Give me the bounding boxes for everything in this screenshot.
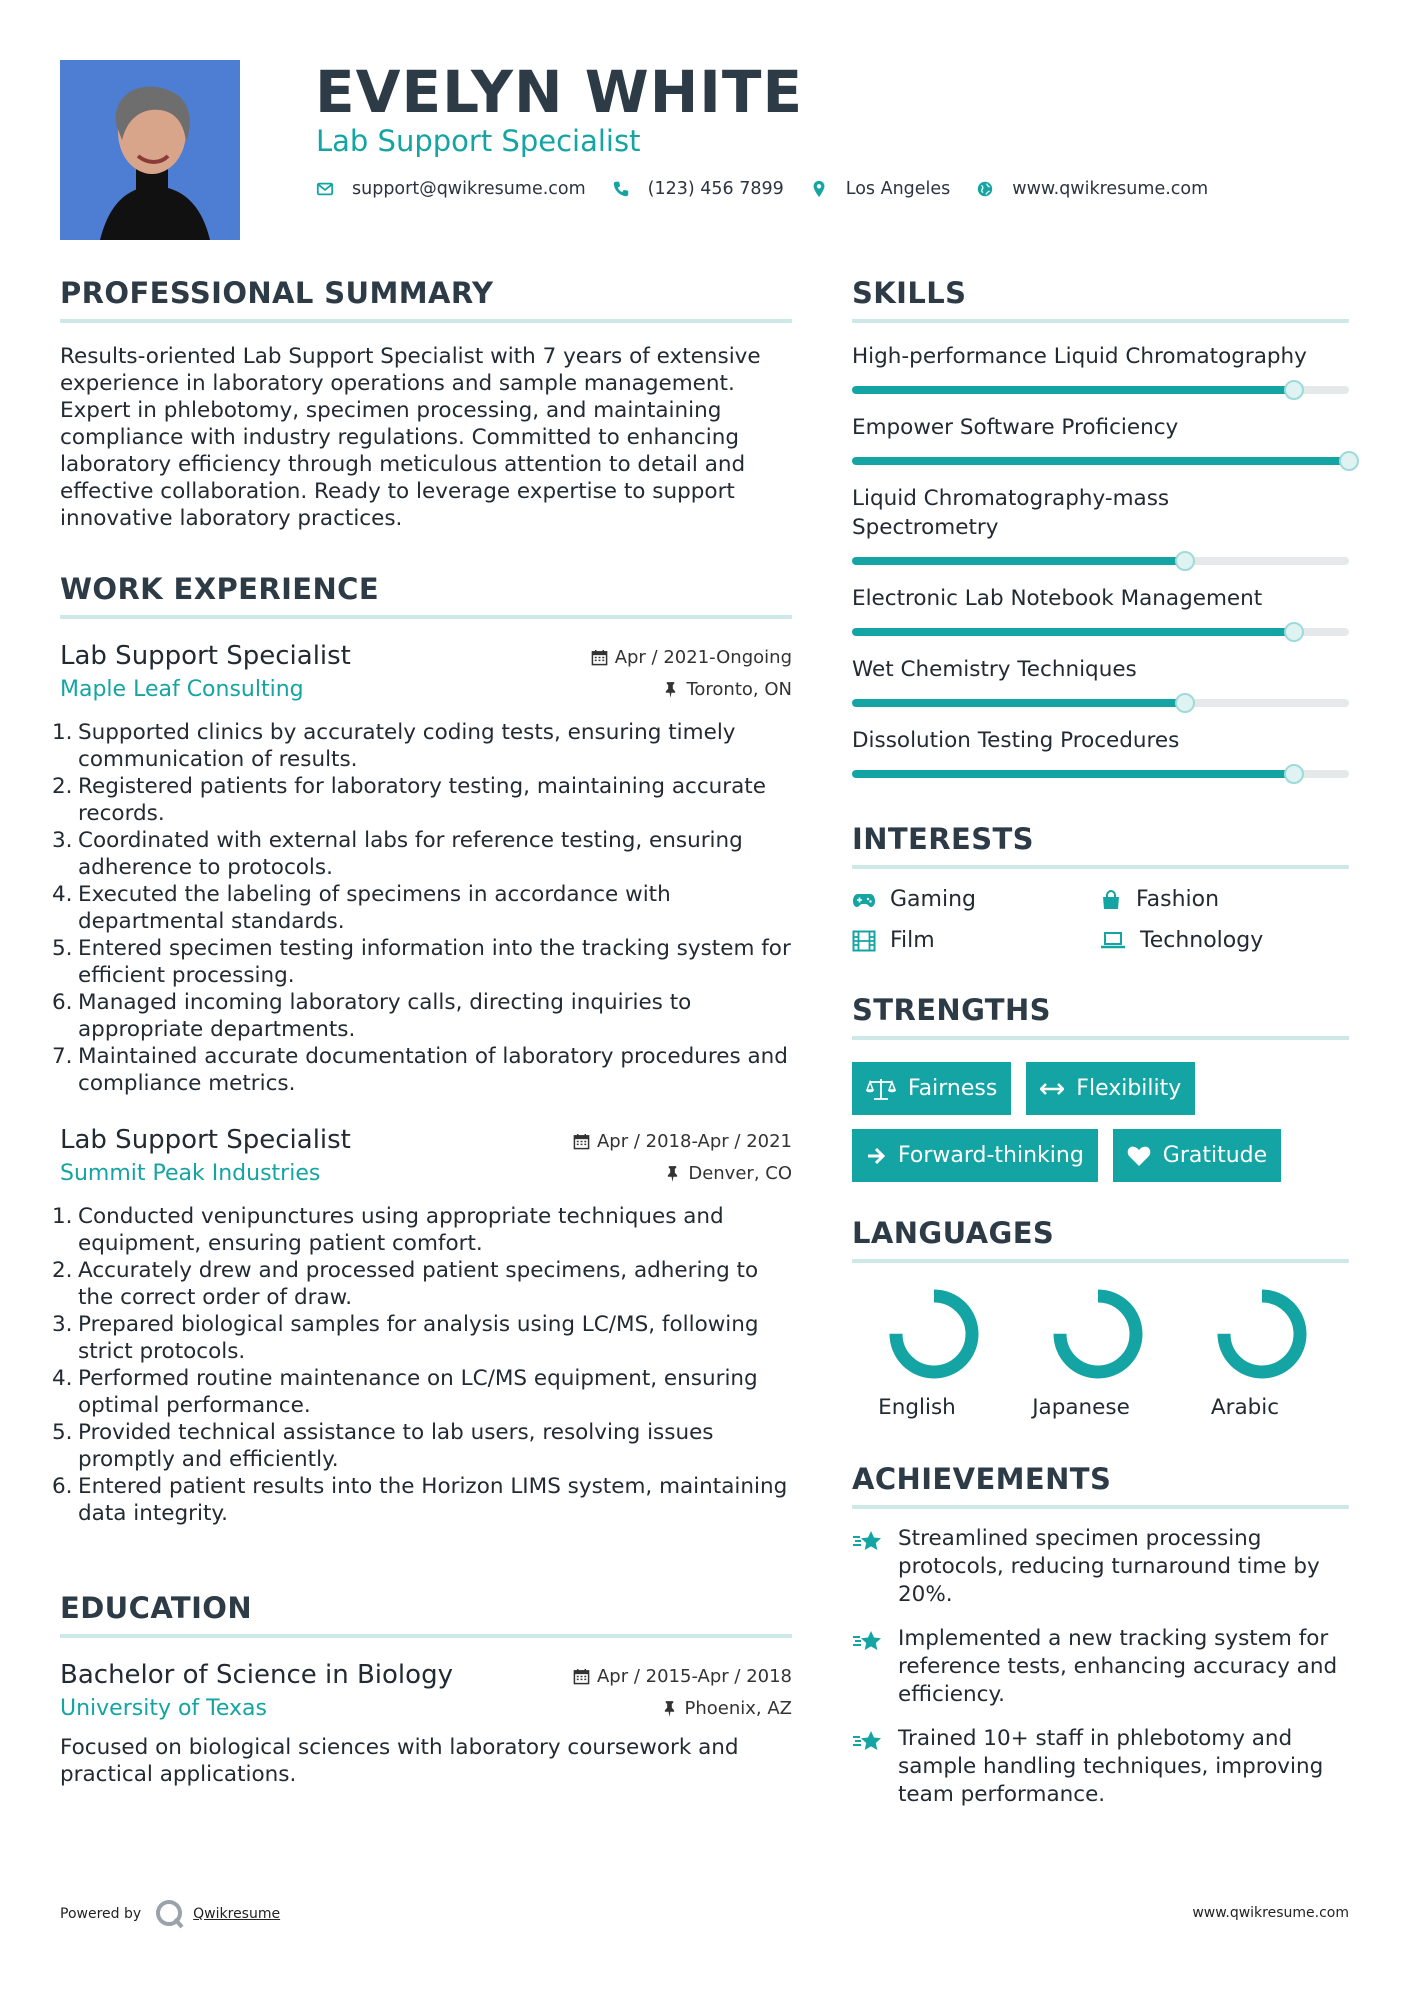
contact-phone[interactable]: (123) 456 7899 xyxy=(647,179,784,199)
language-ring xyxy=(887,1287,981,1381)
skill-bar xyxy=(852,770,1349,778)
strength-tag xyxy=(1113,1129,1281,1182)
strengths-tags xyxy=(852,1062,1349,1182)
globe-icon xyxy=(976,180,994,198)
job-dates: Apr / 2021-Ongoing xyxy=(614,647,792,668)
skill-slider-handle xyxy=(1339,451,1359,471)
interest-item xyxy=(852,928,1100,953)
job-title: Lab Support Specialist xyxy=(60,1125,351,1155)
list-item: 1. Supported clinics by accurately coding tests, ensuring timely communication of results. xyxy=(52,720,736,772)
strengths-heading: STRENGTHS xyxy=(852,993,1349,1040)
degree-title: Bachelor of Science in Biology xyxy=(60,1660,453,1690)
footer-website[interactable]: www.qwikresume.com xyxy=(1192,1905,1349,1921)
strength-label: Gratitude xyxy=(1162,1143,1268,1168)
job-location: Toronto, ON xyxy=(686,679,792,700)
achievement-text: Implemented a new tracking system for reference tests, enhancing accuracy and efficiency. xyxy=(898,1626,1338,1707)
arrows-horizontal-icon xyxy=(1040,1082,1064,1096)
skill-name: Wet Chemistry Techniques xyxy=(852,657,1137,682)
skill-item xyxy=(852,584,1349,636)
skill-item xyxy=(852,413,1349,465)
list-item: 6. Entered patient results into the Horizon LIMS system, maintaining data integrity. xyxy=(52,1474,788,1526)
pushpin-icon xyxy=(664,681,677,698)
job-dates: Apr / 2018-Apr / 2021 xyxy=(596,1131,792,1152)
list-item: 5. Entered specimen testing information into the tracking system for efficient processing. xyxy=(52,936,791,988)
arrow-right-icon xyxy=(866,1147,886,1165)
interest-label: Gaming xyxy=(890,887,976,912)
strength-tag xyxy=(1026,1062,1195,1115)
interest-label: Technology xyxy=(1140,928,1264,953)
star-icon xyxy=(852,1529,884,1555)
skill-slider-handle xyxy=(1175,693,1195,713)
contact-location: Los Angeles xyxy=(845,179,951,199)
qwikresume-logo-icon xyxy=(153,1898,187,1930)
skill-item xyxy=(852,655,1349,707)
education-description: Focused on biological sciences with laboratory coursework and practical applications. xyxy=(60,1735,739,1787)
candidate-name: EVELYN WHITE xyxy=(315,58,804,126)
gamepad-icon xyxy=(852,891,876,909)
achievement-text: Streamlined specimen processing protocols, reducing turnaround time by 20%. xyxy=(898,1526,1320,1607)
list-item: 4. Performed routine maintenance on LC/MS equipment, ensuring optimal performance. xyxy=(52,1366,758,1418)
footer-powered-by xyxy=(60,1898,280,1930)
laptop-icon xyxy=(1100,931,1126,951)
skill-name: Liquid Chromatography-mass Spectrometry xyxy=(852,486,1170,540)
job-company: Summit Peak Industries xyxy=(60,1161,321,1186)
star-icon xyxy=(852,1629,884,1655)
skills-heading: SKILLS xyxy=(852,276,1349,323)
education-heading: EDUCATION xyxy=(60,1591,792,1638)
job-company: Maple Leaf Consulting xyxy=(60,677,304,702)
candidate-role: Lab Support Specialist xyxy=(316,124,641,158)
list-item: 3. Prepared biological samples for analysis using LC/MS, following strict protocols. xyxy=(52,1312,759,1364)
list-item: 6. Managed incoming laboratory calls, directing inquiries to appropriate departments. xyxy=(52,990,692,1042)
job-entry xyxy=(52,637,792,1097)
summary-text: Results-oriented Lab Support Specialist with 7 years of extensive experience in laboratory operations and sample management. Expert in phlebotomy, specimen processing, and maintaining compliance with industry regulations. Committed to enhancing laboratory efficiency through meticulous attention to detail and effective collaboration. Ready to leverage expertise to support innovative laboratory practices. xyxy=(60,344,761,531)
skill-name: Dissolution Testing Procedures xyxy=(852,728,1180,753)
job-bullets xyxy=(52,719,792,1097)
achievement-text: Trained 10+ staff in phlebotomy and sample handling techniques, improving team performance. xyxy=(898,1726,1324,1807)
interest-label: Film xyxy=(890,928,935,953)
pushpin-icon xyxy=(663,1700,676,1717)
contact-website[interactable]: www.qwikresume.com xyxy=(1012,179,1209,199)
heart-icon xyxy=(1127,1145,1151,1167)
skill-bar xyxy=(852,557,1349,565)
skill-bar xyxy=(852,386,1349,394)
balance-scale-icon xyxy=(866,1077,896,1101)
language-name: Japanese xyxy=(1032,1395,1130,1420)
strength-label: Fairness xyxy=(908,1076,998,1101)
contact-email[interactable]: support@qwikresume.com xyxy=(352,179,586,199)
left-column xyxy=(52,276,792,1788)
job-bullets xyxy=(52,1203,792,1527)
language-ring xyxy=(1215,1287,1309,1381)
skill-name: High-performance Liquid Chromatography xyxy=(852,344,1307,369)
skill-bar xyxy=(852,699,1349,707)
list-item: 2. Registered patients for laboratory testing, maintaining accurate records. xyxy=(52,774,766,826)
list-item: 3. Coordinated with external labs for reference testing, ensuring adherence to protocols. xyxy=(52,828,743,880)
calendar-icon xyxy=(591,649,608,666)
job-title: Lab Support Specialist xyxy=(60,641,351,671)
language-name: Arabic xyxy=(1210,1395,1280,1420)
brand-link[interactable]: Qwikresume xyxy=(193,1906,281,1922)
skill-item xyxy=(852,484,1349,565)
list-item: 2. Accurately drew and processed patient specimens, adhering to the correct order of draw. xyxy=(52,1258,759,1310)
list-item: 5. Provided technical assistance to lab users, resolving issues promptly and efficiently. xyxy=(52,1420,714,1472)
achievements-list xyxy=(852,1525,1349,1809)
map-pin-icon xyxy=(810,180,828,198)
strength-label: Flexibility xyxy=(1076,1076,1182,1101)
right-column xyxy=(852,276,1349,1809)
skill-slider-handle xyxy=(1284,764,1304,784)
portrait-image xyxy=(60,60,240,240)
summary-heading: PROFESSIONAL SUMMARY xyxy=(60,276,792,323)
powered-by-label: Powered by xyxy=(60,1906,142,1922)
skill-bar xyxy=(852,457,1349,465)
achievement-item xyxy=(852,1525,1349,1609)
achievements-heading: ACHIEVEMENTS xyxy=(852,1462,1349,1509)
interests-grid xyxy=(852,887,1349,953)
skill-name: Electronic Lab Notebook Management xyxy=(852,586,1263,611)
languages-heading: LANGUAGES xyxy=(852,1216,1349,1263)
list-item: 7. Maintained accurate documentation of laboratory procedures and compliance metrics. xyxy=(52,1044,788,1096)
achievement-item xyxy=(852,1725,1349,1809)
calendar-icon xyxy=(573,1668,590,1685)
envelope-icon xyxy=(316,180,334,198)
interests-heading: INTERESTS xyxy=(852,822,1349,869)
language-name: English xyxy=(878,1395,956,1420)
skills-list xyxy=(852,342,1349,778)
strength-tag xyxy=(852,1062,1011,1115)
strength-label: Forward-thinking xyxy=(898,1143,1084,1168)
job-location: Denver, CO xyxy=(688,1163,792,1184)
interest-item xyxy=(1100,928,1348,953)
skill-slider-handle xyxy=(1175,551,1195,571)
education-dates: Apr / 2015-Apr / 2018 xyxy=(596,1666,792,1687)
language-ring xyxy=(1051,1287,1145,1381)
education-location: Phoenix, AZ xyxy=(684,1698,792,1719)
profile-photo xyxy=(60,60,240,240)
calendar-icon xyxy=(573,1133,590,1150)
job-entry xyxy=(52,1121,792,1527)
skill-slider-handle xyxy=(1284,622,1304,642)
achievement-item xyxy=(852,1625,1349,1709)
language-item xyxy=(1180,1287,1344,1420)
star-icon xyxy=(852,1729,884,1755)
pushpin-icon xyxy=(666,1165,679,1182)
contact-bar xyxy=(316,179,1234,199)
school-name: University of Texas xyxy=(60,1696,267,1721)
skill-bar xyxy=(852,628,1349,636)
experience-heading: WORK EXPERIENCE xyxy=(60,572,792,619)
interest-item xyxy=(852,887,1100,912)
list-item: 4. Executed the labeling of specimens in accordance with departmental standards. xyxy=(52,882,671,934)
film-icon xyxy=(852,930,876,952)
interest-item xyxy=(1100,887,1348,912)
strength-tag xyxy=(852,1129,1098,1182)
interest-label: Fashion xyxy=(1136,887,1220,912)
skill-item xyxy=(852,342,1349,394)
list-item: 1. Conducted venipunctures using appropriate techniques and equipment, ensuring patient comfort. xyxy=(52,1204,724,1256)
shopping-bag-icon xyxy=(1100,889,1122,911)
skill-item xyxy=(852,726,1349,778)
skill-slider-handle xyxy=(1284,380,1304,400)
skill-name: Empower Software Proficiency xyxy=(852,415,1179,440)
phone-icon xyxy=(612,180,630,198)
languages-list xyxy=(852,1287,1349,1420)
education-entry xyxy=(60,1656,792,1788)
